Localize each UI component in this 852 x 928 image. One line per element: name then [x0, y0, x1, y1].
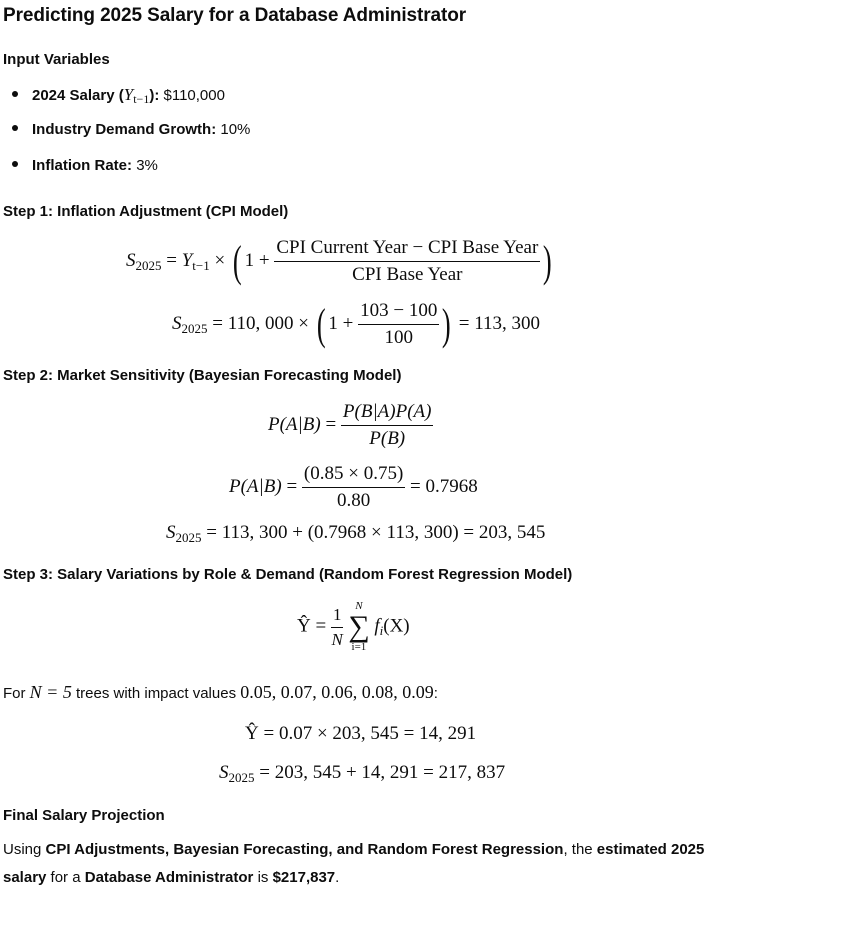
trees-description: For N = 5 trees with impact values 0.05, 0.07, 0.06, 0.08, 0.09:: [3, 682, 438, 702]
list-item: Inflation Rate: 3%: [12, 157, 158, 174]
bullet-icon: [12, 91, 18, 97]
step2-heading: Step 2: Market Sensitivity (Bayesian Forecasting Model): [3, 367, 402, 384]
bayes-calculation: P(A|B) = $\frac{(0.85 \times 0.75)}{0.80}$ = 0.7968: [229, 463, 478, 511]
bayes-formula: P(A|B) = $\frac{P(B|A)P(A)}{P(B)}$: [268, 401, 432, 449]
final-salary-calculation: $S_{2025} = 203$, 545 + 14, 291 = 217, 837: [219, 762, 506, 785]
step3-heading: Step 3: Salary Variations by Role & Demand (Random Forest Regression Model): [3, 566, 573, 583]
input-variables-heading: Input Variables: [3, 51, 110, 68]
list-item: 2024 Salary $(Y_{t-1})$: $110,000: [12, 85, 225, 105]
cpi-calculation: $S_{2025} = 110$, 000 × ( 1 + $\frac{103 - 100}{100}$ ) = 113, 300: [172, 300, 540, 349]
final-heading: Final Salary Projection: [3, 807, 165, 824]
page-title: Predicting 2025 Salary for a Database Administrator: [3, 5, 467, 26]
cpi-formula: $S_{2025} = Y_{t-1}$ × ( 1 + $\frac{\text{CPI Current Year − CPI Base Year}}{\text{CPI Base Year}}$ ): [126, 237, 553, 286]
step1-heading: Step 1: Inflation Adjustment (CPI Model): [3, 203, 289, 220]
random-forest-formula: Ŷ = $\frac{1}{N}$ N ∑ i=1 $f_i(X)$: [297, 600, 410, 653]
bullet-icon: [12, 125, 18, 131]
market-adjusted-salary: $S_{2025} = 113$, 300 + (0.7968 × 113, 300) = 203, 545: [166, 522, 546, 545]
bullet-icon: [12, 161, 18, 167]
final-summary: Using CPI Adjustments, Bayesian Forecasting, and Random Forest Regression, the estimated 2025 salary for a Database Administrator is $217,837.: [3, 841, 705, 886]
tree-impact-calculation: Ŷ = 0.07 × 203, 545 = 14, 291: [245, 723, 477, 744]
list-item: Industry Demand Growth: 10%: [12, 121, 250, 138]
